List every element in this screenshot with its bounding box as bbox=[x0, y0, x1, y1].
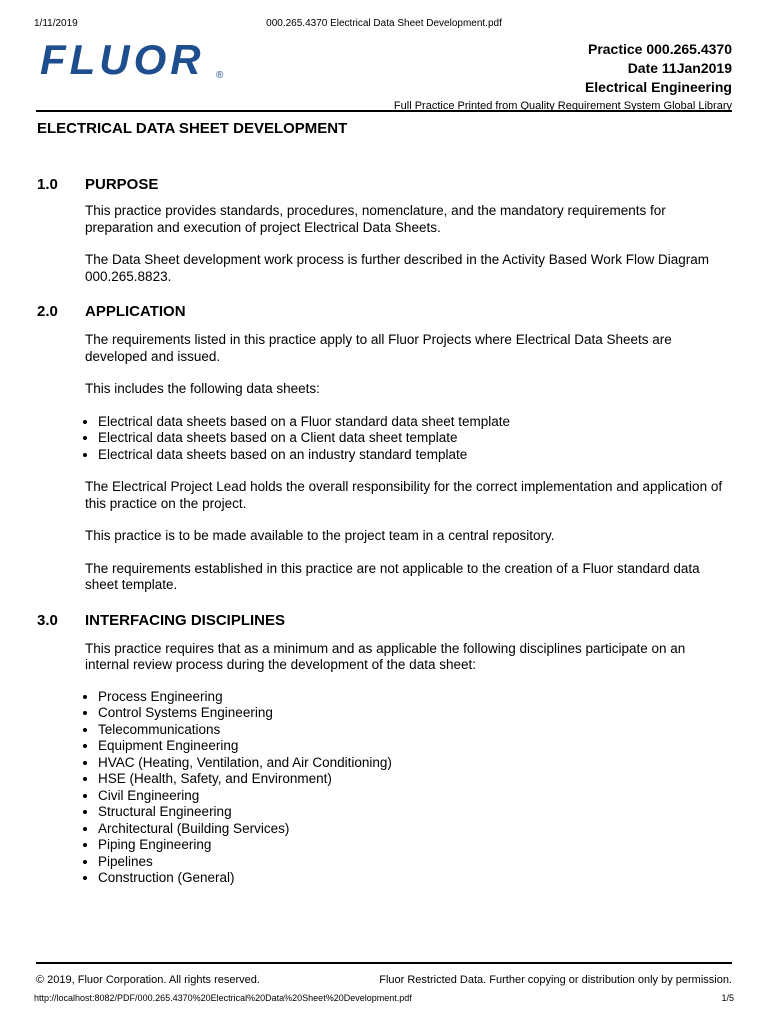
list-item: • HSE (Health, Safety, and Environment) bbox=[98, 771, 732, 788]
paragraph: The Data Sheet development work process is further described in the Activity Based Work Flow Diagram 000.265.8823. bbox=[85, 252, 710, 284]
page-number: 1/5 bbox=[721, 993, 734, 1003]
document-title: ELECTRICAL DATA SHEET DEVELOPMENT bbox=[37, 120, 348, 137]
paragraph: The Electrical Project Lead holds the overall responsibility for the correct implementation and application of this practice on the project. bbox=[85, 479, 723, 511]
list-item: • Equipment Engineering bbox=[98, 738, 732, 755]
list-item: • Process Engineering bbox=[98, 689, 732, 706]
paragraph: This practice provides standards, procedures, nomenclature, and the mandatory requirements for preparation and execution of project Electrical Data Sheets. bbox=[85, 203, 666, 235]
section-title: INTERFACING DISCIPLINES bbox=[85, 611, 286, 629]
paragraph: The requirements established in this practice are not applicable to the creation of a Fluor standard data sheet template. bbox=[85, 560, 700, 592]
section-number: 3.0 bbox=[37, 611, 58, 629]
section-application-body bbox=[85, 332, 732, 594]
logo-wordmark: FLUOR bbox=[40, 36, 205, 83]
list-item: • Control Systems Engineering bbox=[98, 705, 732, 722]
discipline-list bbox=[85, 689, 732, 887]
print-filename: 000.265.4370 Electrical Data Sheet Development.pdf bbox=[266, 18, 502, 29]
footer-divider bbox=[36, 962, 732, 964]
paragraph: This practice requires that as a minimum and as applicable the following disciplines participate on an internal review process during the development of the data sheet: bbox=[85, 640, 686, 672]
section-title: APPLICATION bbox=[85, 303, 186, 320]
document-body bbox=[37, 120, 732, 887]
paragraph: This includes the following data sheets: bbox=[85, 381, 320, 396]
list-item: • Electrical data sheets based on an industry standard template bbox=[98, 447, 732, 464]
section-number: 1.0 bbox=[37, 176, 58, 193]
section-interfacing-body bbox=[85, 641, 732, 887]
fluor-logo bbox=[40, 36, 224, 83]
document-header bbox=[394, 40, 732, 114]
restriction-notice: Fluor Restricted Data. Further copying or distribution only by permission. bbox=[379, 974, 732, 986]
list-item: • Construction (General) bbox=[98, 870, 732, 887]
list-item: • HVAC (Heating, Ventilation, and Air Conditioning) bbox=[98, 755, 732, 772]
section-heading-purpose bbox=[37, 176, 732, 194]
section-number: 2.0 bbox=[37, 303, 58, 320]
list-item: • Pipelines bbox=[98, 854, 732, 871]
datasheet-list bbox=[85, 414, 732, 464]
paragraph: This practice is to be made available to the project team in a central repository. bbox=[85, 528, 555, 543]
registered-mark: ® bbox=[216, 70, 224, 81]
source-note: Full Practice Printed from Quality Requirement System Global Library bbox=[393, 100, 732, 112]
header-divider bbox=[36, 110, 732, 112]
practice-number: Practice 000.265.4370 bbox=[587, 41, 732, 57]
section-heading-interfacing bbox=[37, 612, 732, 630]
practice-date: Date 11Jan2019 bbox=[627, 60, 732, 76]
copyright-notice: © 2019, Fluor Corporation. All rights reserved. bbox=[36, 974, 260, 986]
print-url: http://localhost:8082/PDF/000.265.4370%20Electrical%20Data%20Sheet%20Development.pdf bbox=[34, 993, 412, 1003]
print-date: 1/11/2019 bbox=[34, 18, 78, 29]
list-item: • Piping Engineering bbox=[98, 837, 732, 854]
list-item: • Electrical data sheets based on a Client data sheet template bbox=[98, 430, 732, 447]
list-item: • Civil Engineering bbox=[98, 788, 732, 805]
section-purpose-body bbox=[85, 203, 732, 285]
list-item: • Electrical data sheets based on a Fluor standard data sheet template bbox=[98, 414, 732, 431]
paragraph: The requirements listed in this practice apply to all Fluor Projects where Electrical Data Sheets are developed and issued. bbox=[85, 332, 672, 364]
department: Electrical Engineering bbox=[584, 79, 732, 95]
list-item: • Telecommunications bbox=[98, 722, 732, 739]
section-heading-application bbox=[37, 303, 732, 321]
list-item: • Structural Engineering bbox=[98, 804, 732, 821]
list-item: • Architectural (Building Services) bbox=[98, 821, 732, 838]
section-title: PURPOSE bbox=[85, 176, 159, 193]
